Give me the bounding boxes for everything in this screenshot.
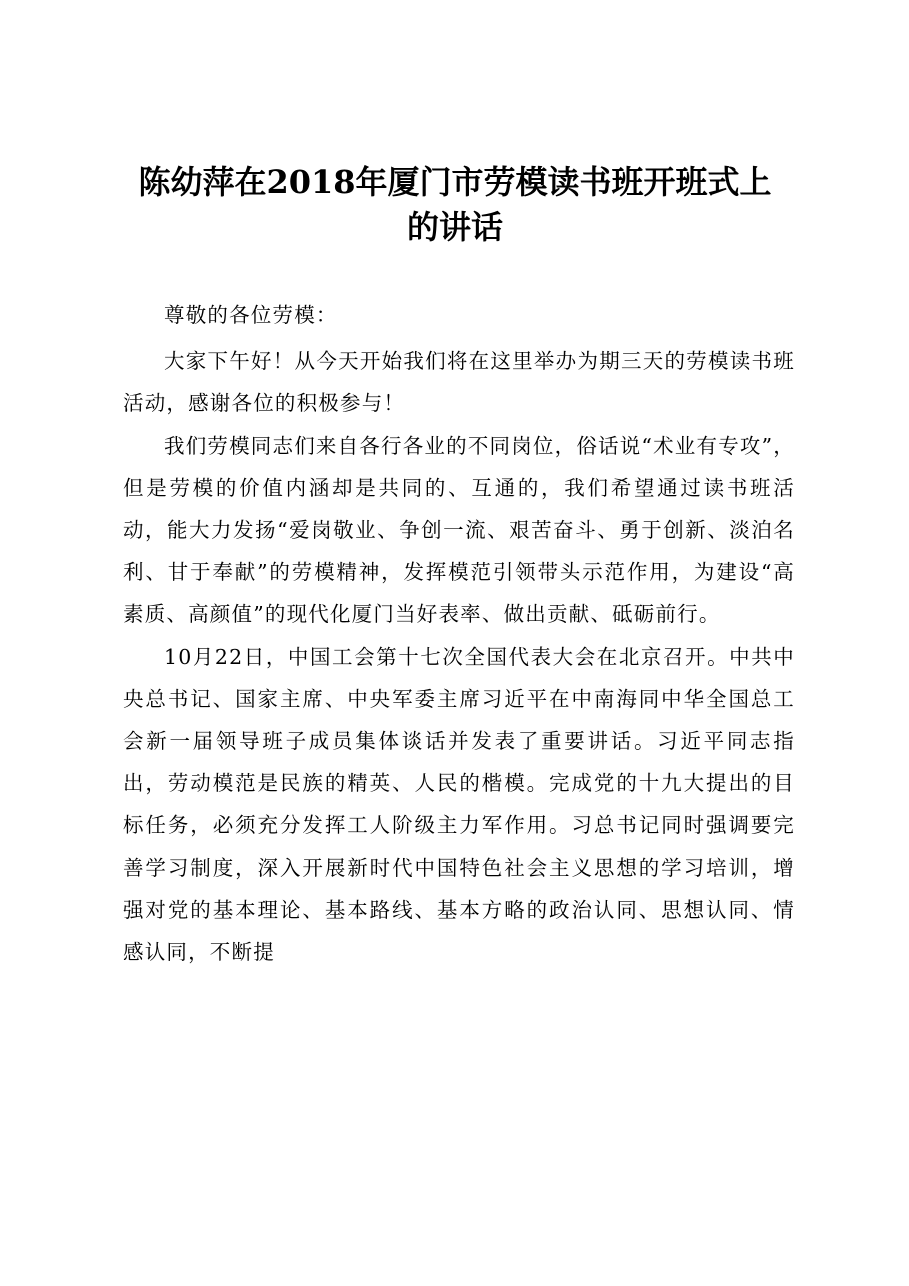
document-title: 陈幼萍在2018年厦门市劳模读书班开班式上的讲话: [138, 163, 772, 246]
document-body: [123, 294, 795, 973]
opening-paragraph: 大家下午好！从今天开始我们将在这里举办为期三天的劳模读书班活动，感谢各位的积极参与！: [123, 349, 795, 416]
union-congress-paragraph: 10月22日，中国工会第十七次全国代表大会在北京召开。中共中央总书记、国家主席、中央军委主席习近平在中南海同中华全国总工会新一届领导班子成员集体谈话并发表了重要讲话。习近平同志指出，劳动模范是民族的精英、人民的楷模。完成党的十九大提出的目标任务，必须充分发挥工人阶级主力军作用。习总书记同时强调要完善学习制度，深入开展新时代中国特色社会主义思想的学习培训，增强对党的基本理论、基本路线、基本方略的政治认同、思想认同、情感认同，不断提: [123, 644, 795, 965]
greeting-paragraph: 尊敬的各位劳模：: [164, 303, 338, 327]
model-worker-spirit-paragraph: 我们劳模同志们来自各行各业的不同岗位，俗话说“术业有专攻”，但是劳模的价值内涵却是共同的、互通的，我们希望通过读书班活动，能大力发扬“爱岗敬业、争创一流、艰苦奋斗、勇于创新、淡泊名利、甘于奉献”的劳模精神，发挥模范引领带头示范作用，为建设“高素质、高颜值”的现代化厦门当好表率、做出贡献、砥砺前行。: [123, 433, 795, 627]
